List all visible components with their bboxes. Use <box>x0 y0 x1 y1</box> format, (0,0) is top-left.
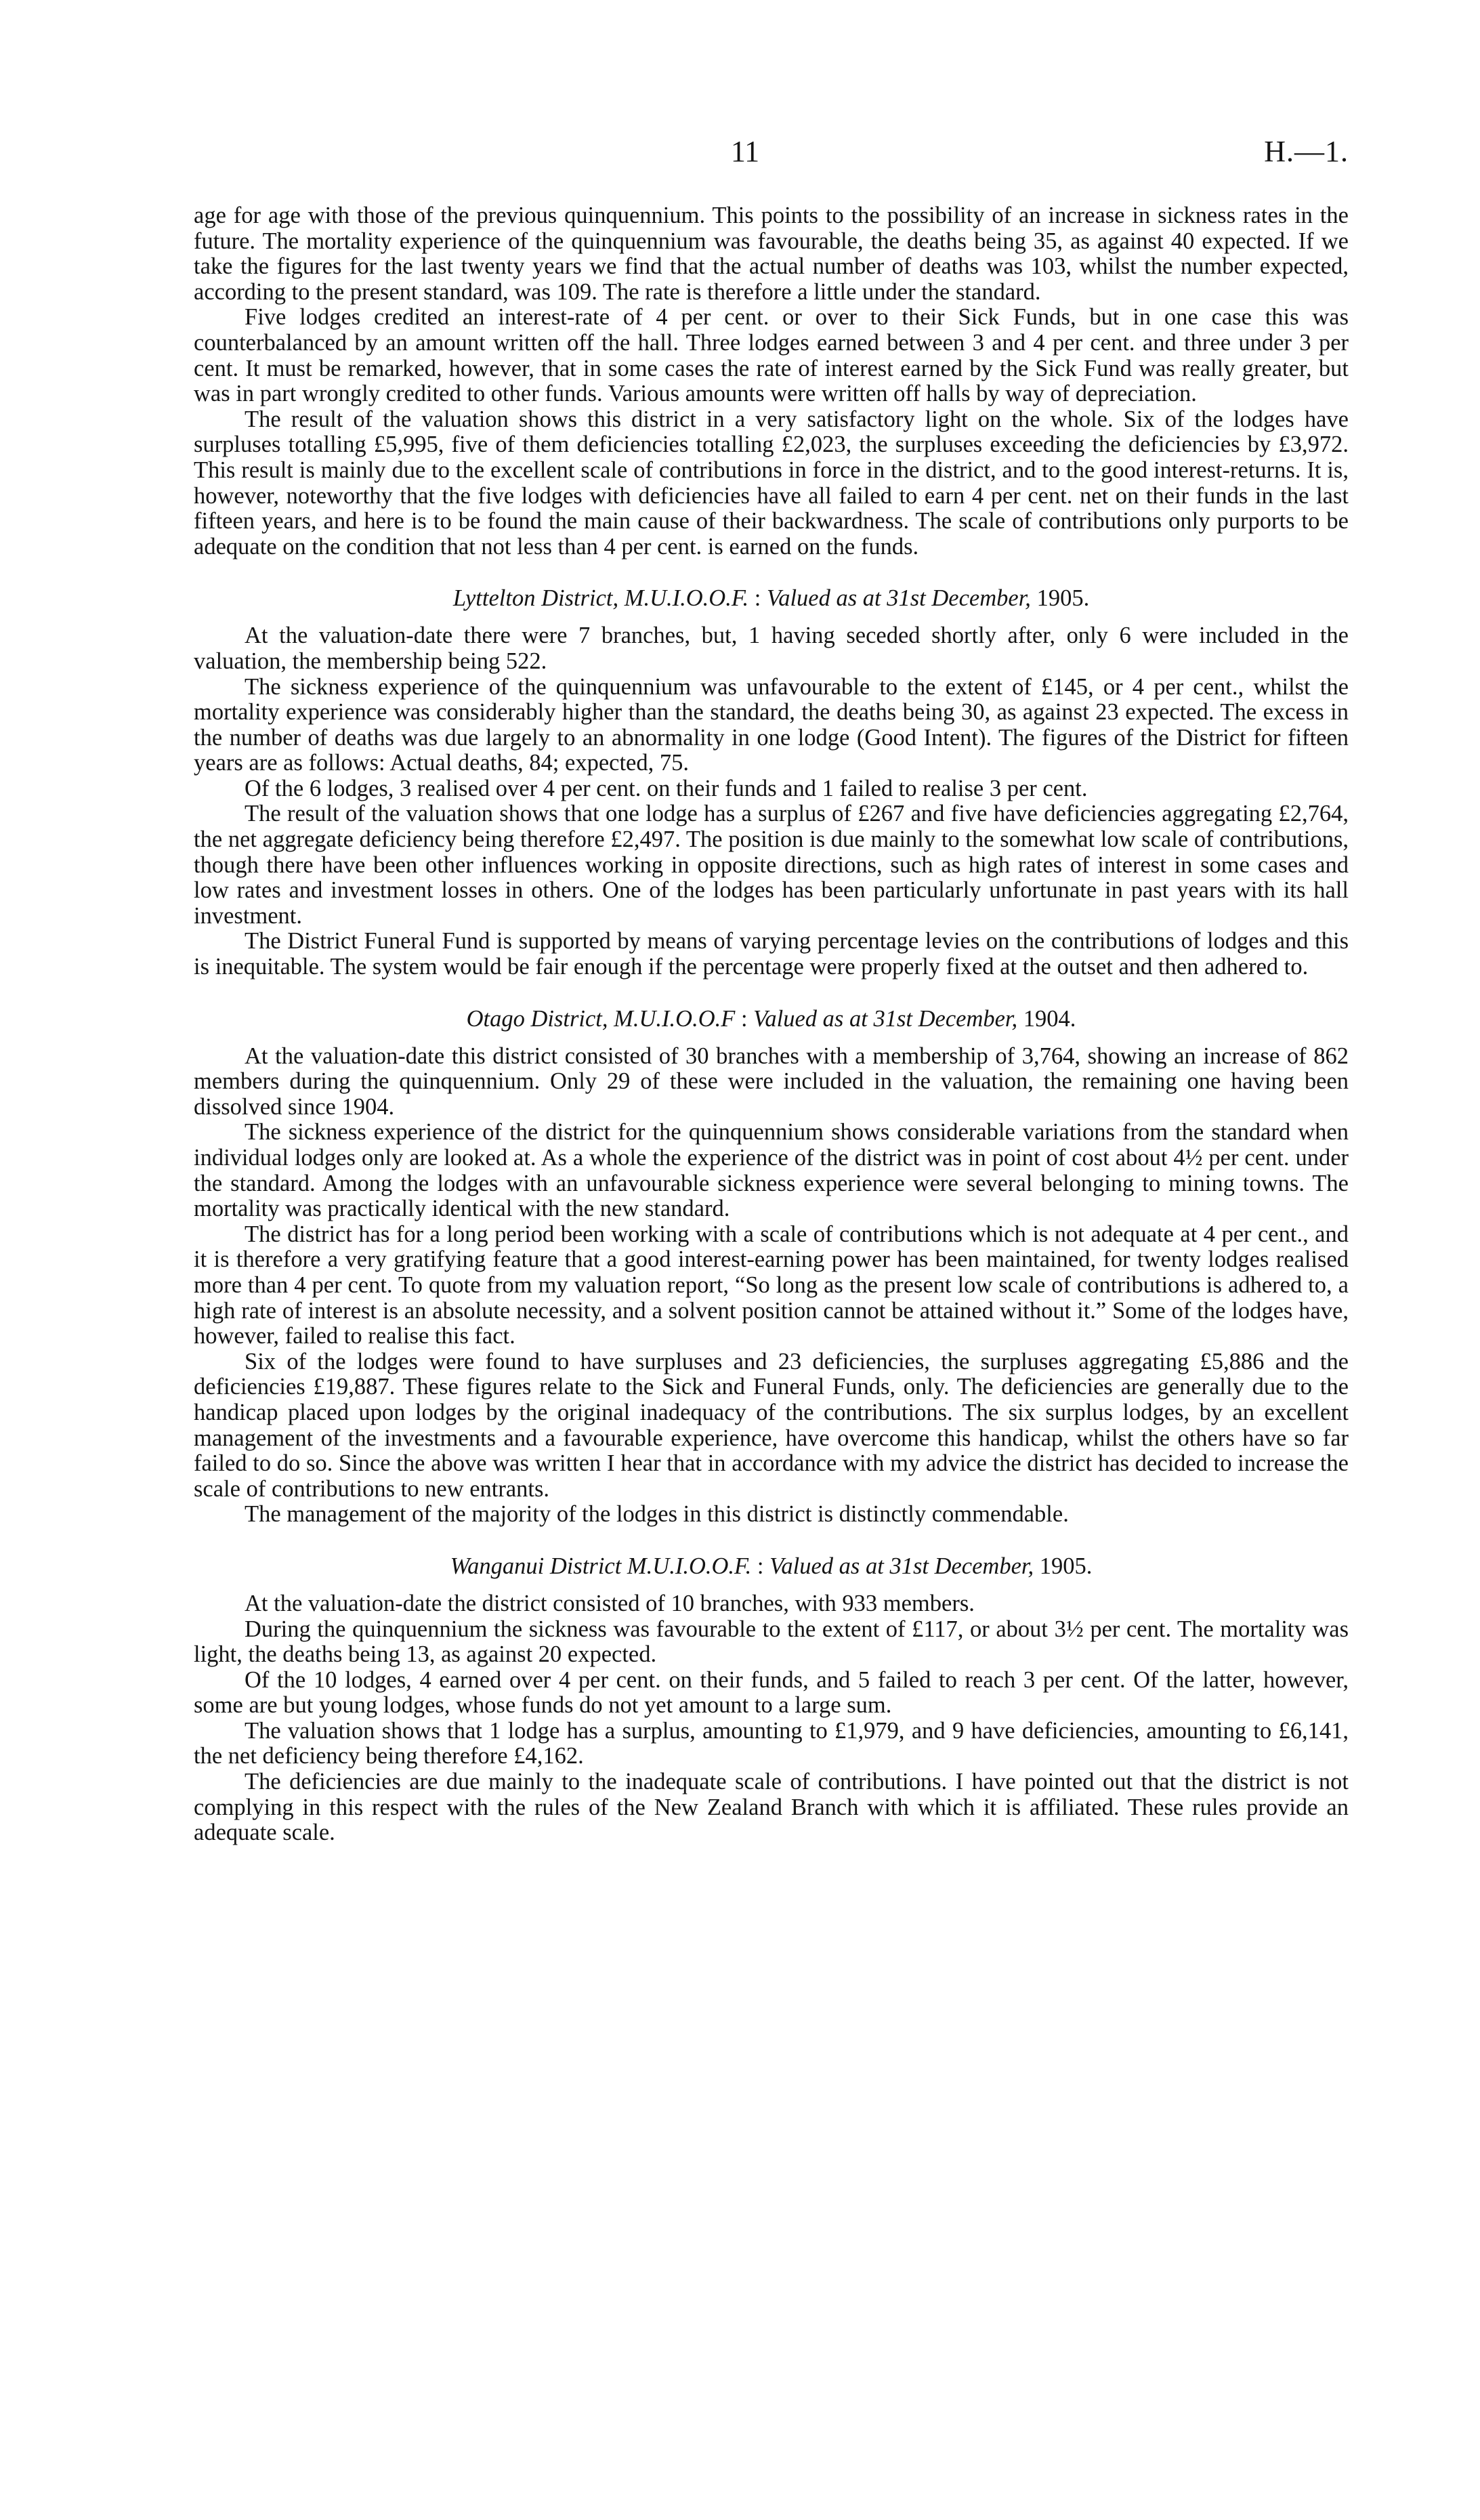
paragraph: The sickness experience of the district for the quinquennium shows considerable variations from the standard when individual lodges only are looked at. As a whole the experience of the district was in point of cost about 4½ per cent. under the standard. Among the lodges with an unfavourable sickness experience were several belonging to mining towns. The mortality was practically identical with the new standard. <box>194 1119 1349 1222</box>
paragraph: The district has for a long period been working with a scale of contributions which is not adequate at 4 per cent., and it is therefore a very gratifying feature that a good interest-earning power has been maintained, for twenty lodges realised more than 4 per cent. To quote from my valuation report, “So long as the present low scale of contributions is adhered to, a high rate of interest is an absolute necessity, and a solvent position cannot be attained without it.” Some of the lodges have, however, failed to realise this fact. <box>194 1221 1349 1349</box>
paragraph: Of the 10 lodges, 4 earned over 4 per cent. on their funds, and 5 failed to reach 3 per cent. Of the latter, however, some are but young lodges, whose funds do not yet amount to a large sum. <box>194 1666 1349 1719</box>
paragraph: The sickness experience of the quinquennium was unfavourable to the extent of £145, or 4 per cent., whilst the mortality experience was considerably higher than the standard, the deaths being 30, as against 23 expected. The excess in the number of deaths was due largely to an abnormality in one lodge (Good Intent). The figures of the District for fifteen years are as follows: Actual deaths, 84; expected, 75. <box>194 673 1349 776</box>
running-head <box>0 134 1480 175</box>
section-heading-wanganui: Wanganui District M.U.I.O.O.F. : Valued as at 31st December, 1905. <box>450 1553 1093 1579</box>
page-number: 11 <box>730 135 760 168</box>
paragraph: The deficiencies are due mainly to the inadequate scale of contributions. I have pointed out that the district is not complying in this respect with the rules of the New Zealand Branch with which it is affiliated. These rules provide an adequate scale. <box>194 1769 1349 1846</box>
paragraph: During the quinquennium the sickness was favourable to the extent of £117, or about 3½ per cent. The mortality was light, the deaths being 13, as against 20 expected. <box>194 1616 1349 1668</box>
paragraph: The result of the valuation shows this district in a very satisfactory light on the whole. Six of the lodges have surpluses totalling £5,995, five of them deficiencies totalling £2,023, the surpluses exceeding the deficiencies by £3,972. This result is mainly due to the excellent scale of contributions in force in the district, and to the good interest-returns. It is, however, noteworthy that the five lodges with deficiencies have all failed to earn 4 per cent. net on their funds in the last fifteen years, and here is to be found the main cause of their backwardness. The scale of contributions only purports to be adequate on the condition that not less than 4 per cent. is earned on the funds. <box>194 406 1349 560</box>
body-text <box>194 203 1349 1846</box>
paragraph: At the valuation-date this district consisted of 30 branches with a membership of 3,764, showing an increase of 862 members during the quinquennium. Only 29 of these were included in the valuation, the remaining one having been dissolved since 1904. <box>194 1043 1349 1120</box>
paragraph: Of the 6 lodges, 3 realised over 4 per cent. on their funds and 1 failed to realise 3 per cent. <box>245 775 1088 801</box>
paragraph: The management of the majority of the lodges in this district is distinctly commendable. <box>245 1501 1069 1528</box>
section-heading-otago: Otago District, M.U.I.O.O.F : Valued as at 31st December, 1904. <box>466 1005 1076 1032</box>
paragraph: age for age with those of the previous quinquennium. This points to the possibility of an increase in sickness rates in the future. The mortality experience of the quinquennium was favourable, the deaths being 35, as against 40 expected. If we take the figures for the last twenty years we find that the actual number of deaths was 103, whilst the number expected, according to the present standard, was 109. The rate is therefore a little under the standard. <box>194 203 1349 305</box>
paragraph: At the valuation-date the district consisted of 10 branches, with 933 members. <box>245 1590 975 1616</box>
paragraph: Six of the lodges were found to have surpluses and 23 deficiencies, the surpluses aggregating £5,886 and the deficiencies £19,887. These figures relate to the Sick and Funeral Funds, only. The deficiencies are generally due to the handicap placed upon lodges by the original inadequacy of the contributions. The six surplus lodges, by an excellent management of the investments and a favourable experience, have overcome this handicap, whilst the others have so far failed to do so. Since the above was written I hear that in accordance with my advice the district has decided to increase the scale of contributions to new entrants. <box>194 1348 1349 1502</box>
paragraph: At the valuation-date there were 7 branches, but, 1 having seceded shortly after, only 6 were included in the valuation, the membership being 522. <box>194 623 1349 674</box>
paragraph: The District Funeral Fund is supported by means of varying percentage levies on the contributions of lodges and this is inequitable. The system would be fair enough if the percentage were properly fixed at the outset and then adhered to. <box>194 928 1349 980</box>
paragraph: Five lodges credited an interest-rate of 4 per cent. or over to their Sick Funds, but in one case this was counterbalanced by an amount written off the hall. Three lodges earned between 3 and 4 per cent. and three under 3 per cent. It must be remarked, however, that in some cases the rate of interest earned by the Sick Fund was really greater, but was in part wrongly credited to other funds. Various amounts were written off halls by way of depreciation. <box>194 304 1349 407</box>
paragraph: The valuation shows that 1 lodge has a surplus, amounting to £1,979, and 9 have deficiencies, amounting to £6,141, the net deficiency being therefore £4,162. <box>194 1717 1349 1769</box>
paragraph: The result of the valuation shows that one lodge has a surplus of £267 and five have deficiencies aggregating £2,764, the net aggregate deficiency being therefore £2,497. The position is due mainly to the somewhat low scale of contributions, though there have been other influences working in opposite directions, such as high rates of interest in some cases and low rates and investment losses in others. One of the lodges has been particularly unfortunate in past years with its hall investment. <box>194 801 1349 929</box>
section-heading-lyttelton: Lyttelton District, M.U.I.O.O.F. : Valued as at 31st December, 1905. <box>452 585 1090 612</box>
document-reference: H.—1. <box>1264 135 1349 168</box>
